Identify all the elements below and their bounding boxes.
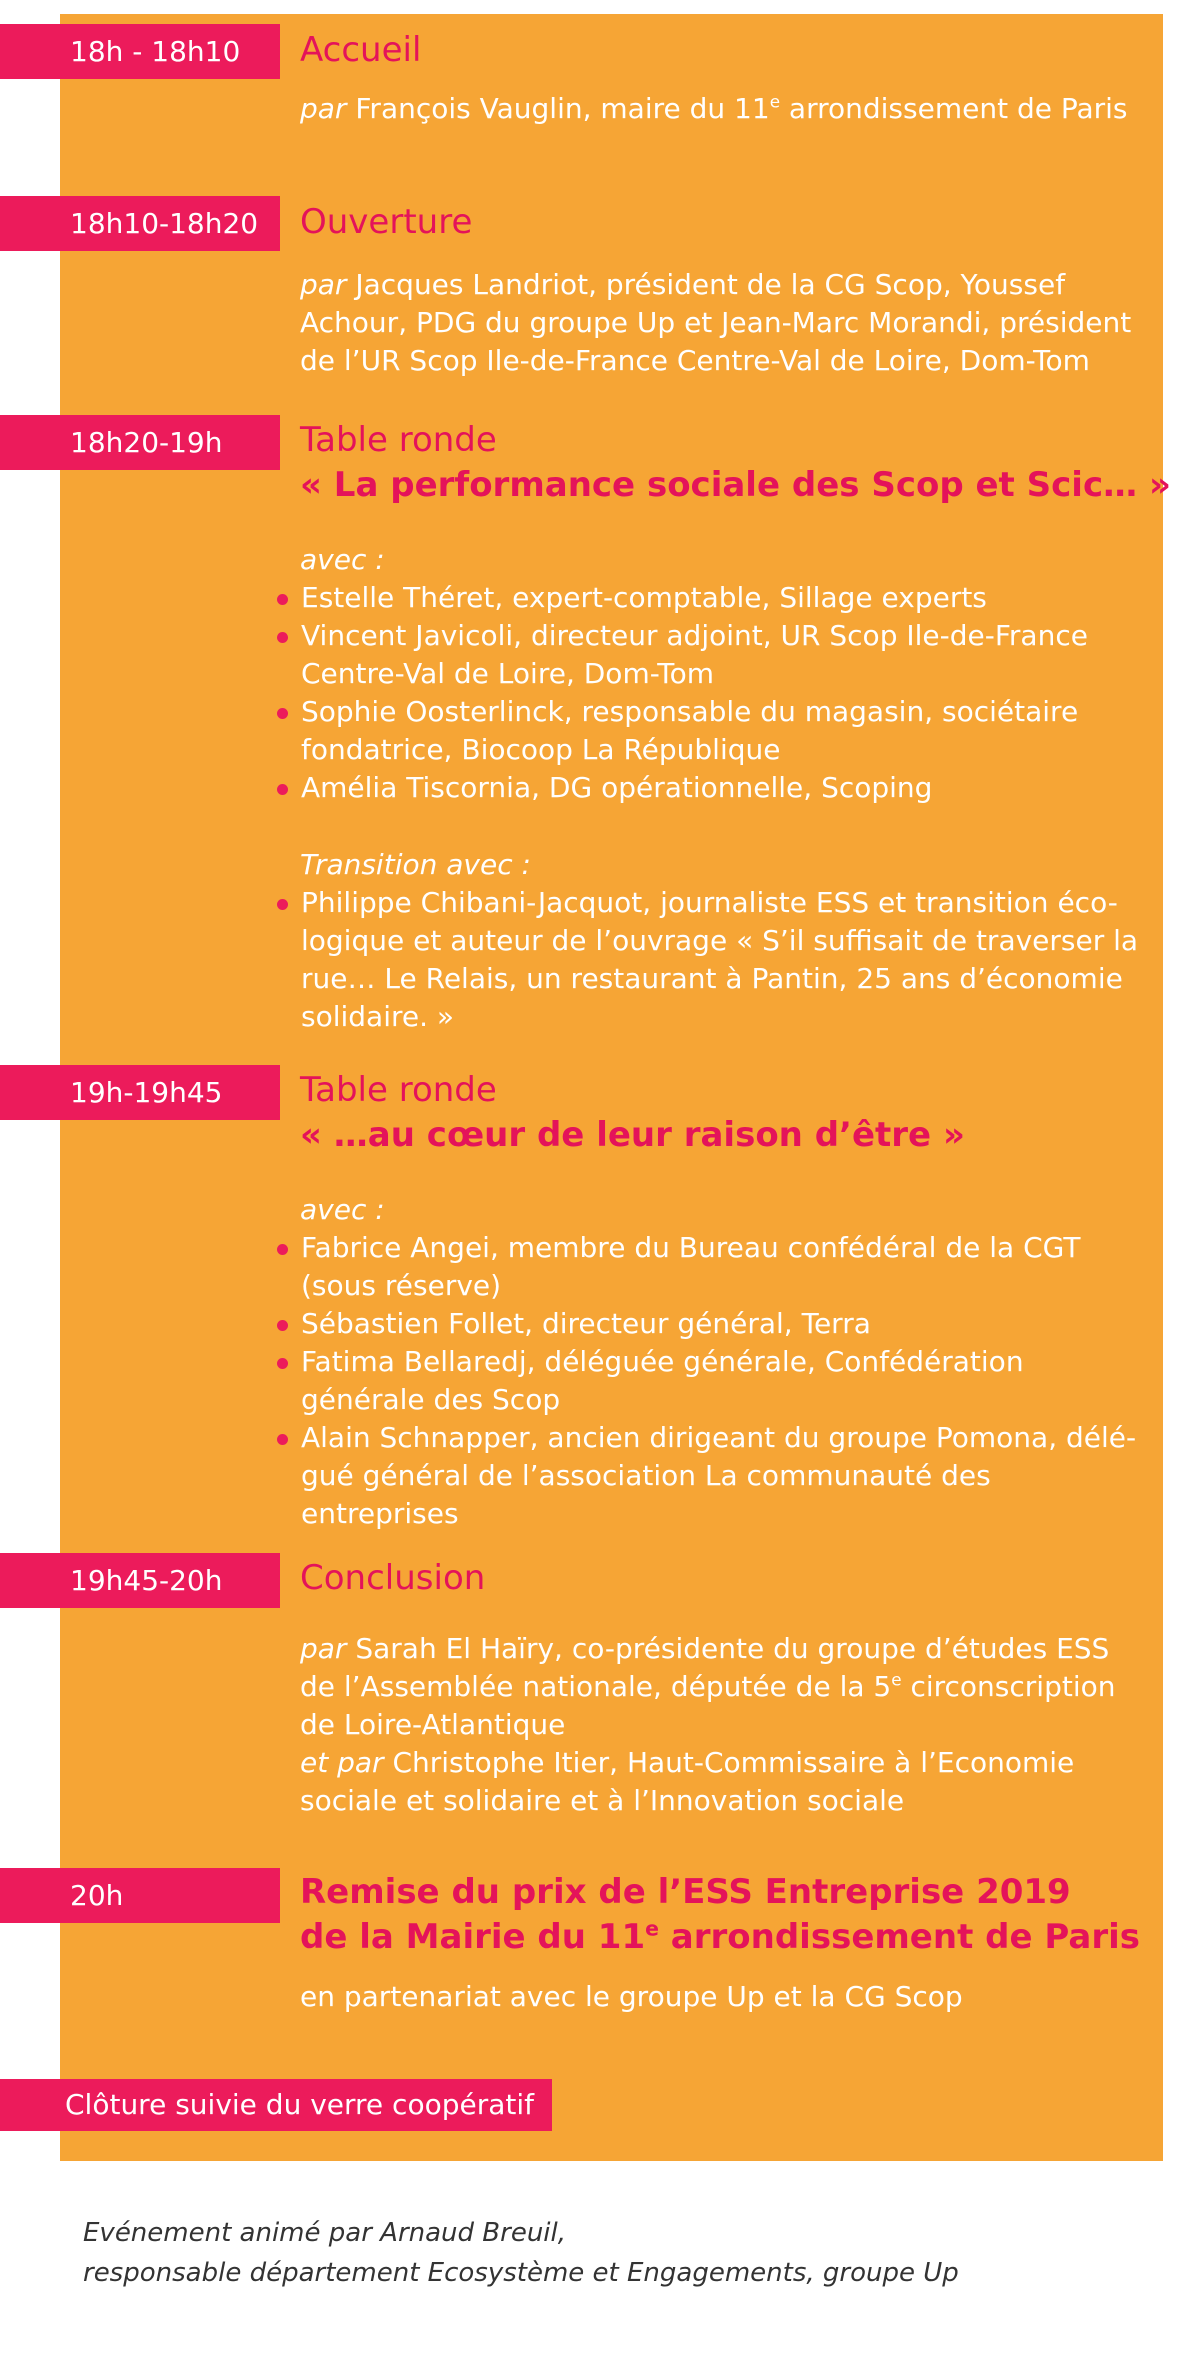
bullet-icon (277, 784, 288, 795)
session-subtitle: « La performance sociale des Scop et Scic… » (300, 465, 1171, 505)
closing-badge: Clôture suivie du verre coopératif (0, 2079, 552, 2131)
session-title: Remise du prix de l’ESS Entreprise 2019 (300, 1872, 1071, 1912)
session-description: en partenariat avec le groupe Up et la CG Scop (300, 1980, 963, 2013)
session-description: par Sarah El Haïry, co-présidente du groupe d’études ESS de l’Assemblée nationale, députée de la 5e circonscription de Loire-Atlantique et par Christophe Itier, Haut-Commissaire à l’Economie sociale et solidaire et à l’Innovation sociale (300, 1632, 1116, 1817)
list-item: Sébastien Follet, directeur général, Terra (277, 1305, 1147, 1343)
bullet-icon (277, 899, 288, 910)
list-item: Fatima Bellaredj, déléguée générale, Confédération générale des Scop (277, 1343, 1147, 1419)
time-badge: 19h45-20h (0, 1553, 280, 1608)
speaker-list (277, 579, 1147, 807)
session-title: Conclusion (300, 1558, 486, 1598)
session-title: Ouverture (300, 202, 473, 242)
list-item: Vincent Javicoli, directeur adjoint, UR Scop Ile-de-France Centre-Val de Loire, Dom-Tom (277, 617, 1147, 693)
time-badge: 19h-19h45 (0, 1065, 280, 1120)
session-description: par François Vauglin, maire du 11e arrondissement de Paris (300, 91, 1128, 125)
intro-label: par (300, 1632, 347, 1665)
list-item: Alain Schnapper, ancien dirigeant du groupe Pomona, délé-gué général de l’association La communauté des entreprises (277, 1419, 1147, 1533)
bullet-icon (277, 1244, 288, 1255)
session-subtitle: « …au cœur de leur raison d’être » (300, 1115, 965, 1155)
intro-label: par (300, 268, 347, 301)
list-item: Sophie Oosterlinck, responsable du magasin, sociétaire fondatrice, Biocoop La République (277, 693, 1147, 769)
time-badge: 18h10-18h20 (0, 196, 280, 251)
bullet-icon (277, 708, 288, 719)
footer-note (83, 2213, 1083, 2293)
time-badge: 20h (0, 1868, 280, 1923)
time-badge: 18h20-19h (0, 415, 280, 470)
session-title: Table ronde (300, 420, 497, 460)
speaker-list (277, 1229, 1147, 1533)
list-item: Philippe Chibani-Jacquot, journaliste ESS et transition éco-logique et auteur de l’ouvrage « S’il suffisait de traverser la rue… Le Relais, un restaurant à Pantin, 25 ans d’économie solidaire. » (277, 884, 1147, 1036)
list-item: Amélia Tiscornia, DG opérationnelle, Scoping (277, 769, 1147, 807)
bullet-icon (277, 1434, 288, 1445)
list-item: Estelle Théret, expert-comptable, Sillage experts (277, 579, 1147, 617)
bullet-icon (277, 1358, 288, 1369)
list-item: Fabrice Angei, membre du Bureau confédéral de la CGT (sous réserve) (277, 1229, 1147, 1305)
footer-line: Evénement animé par Arnaud Breuil, (83, 2218, 567, 2248)
transition-list (277, 884, 1147, 1036)
time-badge: 18h - 18h10 (0, 24, 280, 79)
session-description: par Jacques Landriot, président de la CG Scop, Youssef Achour, PDG du groupe Up et Jean-Marc Morandi, président de l’UR Scop Ile-de-France Centre-Val de Loire, Dom-Tom (300, 268, 1132, 377)
session-title-line2: de la Mairie du 11e arrondissement de Paris (300, 1916, 1140, 1957)
session-title: Table ronde (300, 1070, 497, 1110)
with-label: avec : (300, 543, 385, 576)
footer-line: responsable département Ecosystème et Engagements, groupe Up (83, 2258, 959, 2288)
intro-label: et par (300, 1746, 384, 1779)
bullet-icon (277, 632, 288, 643)
intro-label: par (300, 92, 347, 125)
session-title: Accueil (300, 30, 422, 70)
bullet-icon (277, 1320, 288, 1331)
transition-label: Transition avec : (300, 848, 531, 881)
with-label: avec : (300, 1193, 385, 1226)
bullet-icon (277, 594, 288, 605)
